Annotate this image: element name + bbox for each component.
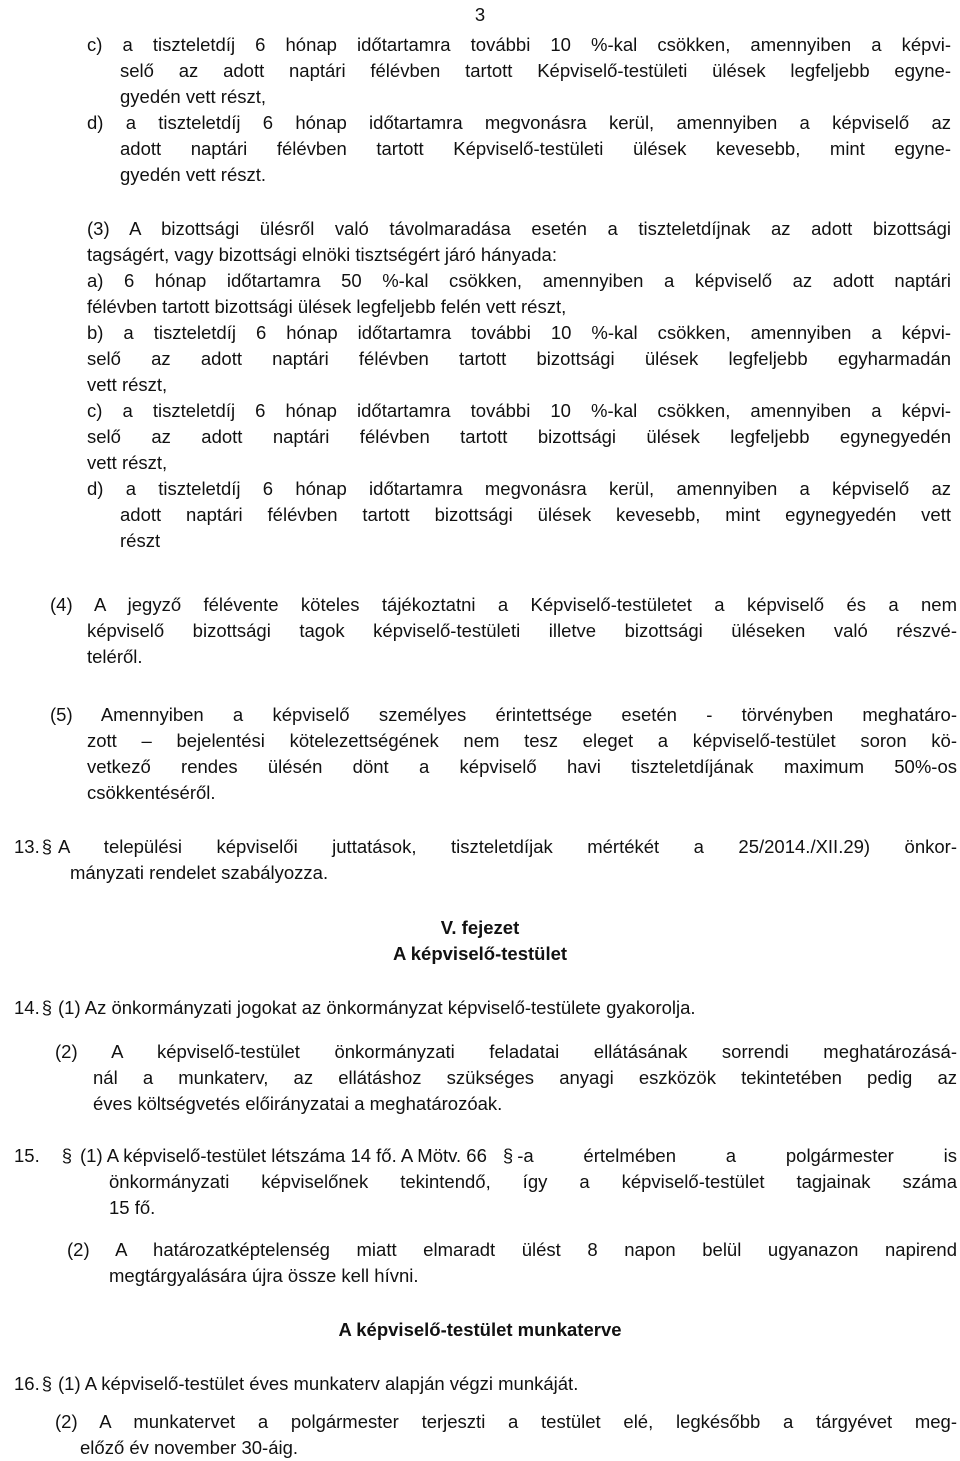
text-line: tagságért, vagy bizottsági elnöki tisztségért járó hányada: <box>87 244 557 265</box>
text-line: a) 6 hónap időtartamra 50 %-kal csökken, amennyiben a képviselő az adott naptári <box>87 270 951 291</box>
section-16-para-2 <box>55 1409 957 1435</box>
text-line: A települési képviselői juttatások, tiszteletdíjak mértékét a 25/2014./XII.29) önkor- <box>58 836 957 857</box>
section-number: 13. <box>14 836 40 857</box>
text-line: selő az adott naptári félévben tartott bizottsági ülések legfeljebb egyharmadán <box>87 348 951 369</box>
chapter-heading <box>0 915 960 967</box>
text-line: (2) A munkatervet a polgármester terjeszti a testület elé, legkésőbb a tárgyévet meg- <box>55 1411 957 1432</box>
section-15 <box>14 1143 957 1169</box>
text-line: képviselő bizottsági tagok képviselő-testületi illetve bizottsági üléseken való részvé- <box>87 620 957 641</box>
text-line: zott – bejelentési kötelezettségének nem tesz eleget a képviselő-testület soron kö- <box>87 730 957 751</box>
text-line: (1) Az önkormányzati jogokat az önkormányzat képviselő-testülete gyakorolja. <box>58 997 696 1018</box>
text-line: 15 fő. <box>109 1197 156 1218</box>
text-line: (1) A képviselő-testület létszáma 14 fő. A Mötv. 66 <box>80 1145 487 1166</box>
text-line: éves költségvetés előirányzatai a meghatározóak. <box>93 1093 503 1114</box>
text-line: d) a tiszteletdíj 6 hónap időtartamra megvonásra kerül, amennyiben a képviselő az <box>87 478 951 499</box>
text-line: -a értelmében a polgármester is <box>517 1145 957 1166</box>
text-line: önkormányzati képviselőnek tekintendő, így a képviselő-testület tagjainak száma <box>109 1171 957 1192</box>
text-line: selő az adott naptári félévben tartott Képviselő-testületi ülések legfeljebb egyne- <box>120 60 951 81</box>
text-line: c) a tiszteletdíj 6 hónap időtartamra további 10 %-kal csökken, amennyiben a képvi- <box>87 400 951 421</box>
paragraph-3-item-d <box>87 476 951 502</box>
section-number: 16. <box>14 1373 40 1394</box>
text-line: részt <box>120 530 161 551</box>
section-symbol: § <box>502 1145 514 1166</box>
chapter-title: A képviselő-testület <box>392 943 568 964</box>
text-line: vetkező rendes ülésén dönt a képviselő havi tiszteletdíjának maximum 50%-os <box>87 756 957 777</box>
section-14 <box>14 995 957 1021</box>
text-line: csökkentéséről. <box>87 782 216 803</box>
section-symbol: § <box>41 836 53 857</box>
section-number: 15. <box>14 1145 40 1166</box>
paragraph-3 <box>87 216 951 476</box>
section-number: 14. <box>14 997 40 1018</box>
paragraph-4 <box>50 592 957 618</box>
text-line: (5) Amennyiben a képviselő személyes érintettsége esetén - törvényben meghatáro- <box>50 704 957 725</box>
text-line: (3) A bizottsági ülésről való távolmaradása esetén a tiszteletdíjnak az adott bizottsági <box>87 218 951 239</box>
subheading-text: A képviselő-testület munkaterve <box>338 1319 622 1340</box>
text-line: gyedén vett részt. <box>120 164 267 185</box>
section-15-para-2 <box>67 1237 957 1263</box>
paragraph-4-cont <box>87 618 957 670</box>
paragraph-5 <box>50 702 957 728</box>
section-16-para-2-cont <box>80 1435 957 1461</box>
section-15-para-2-cont <box>109 1263 957 1289</box>
text-line: (2) A képviselő-testület önkormányzati feladatai ellátásának sorrendi meghatározásá- <box>55 1041 957 1062</box>
text-line: megtárgyalására újra össze kell hívni. <box>109 1265 419 1286</box>
text-line: félévben tartott bizottsági ülések legfeljebb felén vett részt, <box>87 296 567 317</box>
section-13-cont <box>70 860 950 886</box>
list-item-d <box>87 110 951 136</box>
text-line: d) a tiszteletdíj 6 hónap időtartamra megvonásra kerül, amennyiben a képviselő az <box>87 112 951 133</box>
section-symbol: § <box>41 997 53 1018</box>
list-item-c-cont <box>120 58 951 110</box>
text-line: nál a munkaterv, az ellátáshoz szükséges anyagi eszközök tekintetében pedig az <box>93 1067 957 1088</box>
text-line: (1) A képviselő-testület éves munkaterv alapján végzi munkáját. <box>58 1373 579 1394</box>
text-line: (4) A jegyző félévente köteles tájékoztatni a Képviselő-testületet a képviselő és a nem <box>50 594 957 615</box>
chapter-number: V. fejezet <box>440 917 520 938</box>
paragraph-5-cont <box>87 728 957 806</box>
subheading <box>0 1317 960 1343</box>
text-line: b) a tiszteletdíj 6 hónap időtartamra további 10 %-kal csökken, amennyiben a képvi- <box>87 322 951 343</box>
list-item-d-cont <box>120 136 951 188</box>
section-16 <box>14 1371 957 1397</box>
list-item-c <box>87 32 951 58</box>
section-14-para-2-cont <box>93 1065 957 1117</box>
text-line: (2) A határozatképtelenség miatt elmaradt ülést 8 napon belül ugyanazon napirend <box>67 1239 957 1260</box>
text-line: selő az adott naptári félévben tartott bizottsági ülések legfeljebb egynegyedén <box>87 426 951 447</box>
text-line: adott naptári félévben tartott bizottsági ülések kevesebb, mint egynegyedén vett <box>120 504 951 525</box>
text-line: teléről. <box>87 646 143 667</box>
text-line: mányzati rendelet szabályozza. <box>70 862 329 883</box>
section-15-cont <box>109 1169 957 1221</box>
text-line: adott naptári félévben tartott Képviselő-testületi ülések kevesebb, mint egyne- <box>120 138 951 159</box>
text-line: gyedén vett részt, <box>120 86 267 107</box>
paragraph-3-item-d-cont <box>120 502 951 554</box>
section-13 <box>14 834 957 860</box>
text-line: előző év november 30-áig. <box>80 1437 299 1458</box>
page-number: 3 <box>474 4 486 25</box>
section-symbol: § <box>41 1373 53 1394</box>
text-line: c) a tiszteletdíj 6 hónap időtartamra további 10 %-kal csökken, amennyiben a képvi- <box>87 34 951 55</box>
text-line: vett részt, <box>87 374 168 395</box>
section-14-para-2 <box>55 1039 957 1065</box>
text-line: vett részt, <box>87 452 168 473</box>
section-symbol: § <box>61 1145 73 1166</box>
